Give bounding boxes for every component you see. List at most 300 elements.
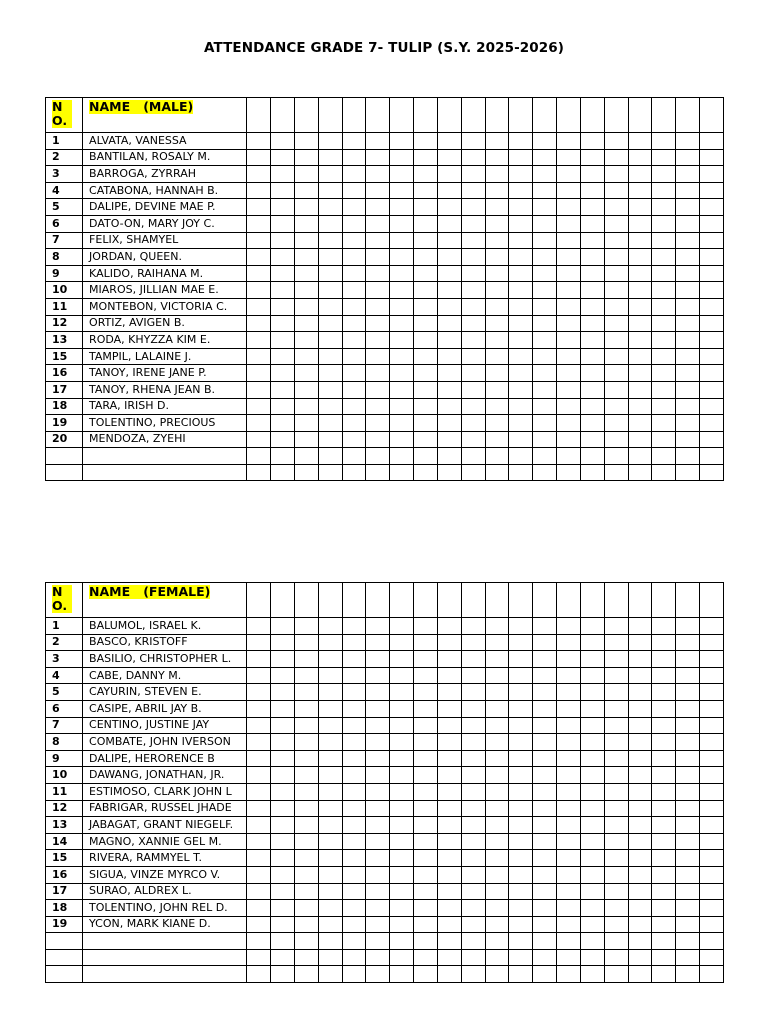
attendance-cell[interactable] <box>557 634 581 651</box>
attendance-cell[interactable] <box>652 199 676 216</box>
attendance-cell[interactable] <box>628 149 652 166</box>
attendance-cell[interactable] <box>509 833 533 850</box>
attendance-cell[interactable] <box>652 398 676 415</box>
attendance-cell[interactable] <box>247 850 271 867</box>
attendance-cell[interactable] <box>271 966 295 983</box>
attendance-cell[interactable] <box>604 800 628 817</box>
attendance-cell[interactable] <box>557 133 581 150</box>
attendance-cell[interactable] <box>461 149 485 166</box>
attendance-cell[interactable] <box>271 298 295 315</box>
attendance-cell[interactable] <box>485 199 509 216</box>
attendance-cell[interactable] <box>652 431 676 448</box>
attendance-cell[interactable] <box>580 348 604 365</box>
attendance-cell[interactable] <box>652 700 676 717</box>
attendance-cell[interactable] <box>580 431 604 448</box>
attendance-cell[interactable] <box>580 750 604 767</box>
attendance-cell[interactable] <box>533 133 557 150</box>
attendance-cell[interactable] <box>390 833 414 850</box>
attendance-cell[interactable] <box>318 398 342 415</box>
attendance-cell[interactable] <box>652 182 676 199</box>
attendance-cell[interactable] <box>247 215 271 232</box>
attendance-cell[interactable] <box>247 448 271 465</box>
attendance-cell[interactable] <box>342 949 366 966</box>
attendance-cell[interactable] <box>485 800 509 817</box>
attendance-cell[interactable] <box>652 249 676 266</box>
attendance-cell[interactable] <box>628 651 652 668</box>
attendance-cell[interactable] <box>485 232 509 249</box>
attendance-cell[interactable] <box>604 767 628 784</box>
attendance-cell[interactable] <box>676 215 700 232</box>
attendance-cell[interactable] <box>318 282 342 299</box>
attendance-cell[interactable] <box>271 282 295 299</box>
attendance-cell[interactable] <box>318 365 342 382</box>
attendance-cell[interactable] <box>557 282 581 299</box>
attendance-cell[interactable] <box>414 866 438 883</box>
attendance-cell[interactable] <box>628 332 652 349</box>
attendance-cell[interactable] <box>628 949 652 966</box>
attendance-cell[interactable] <box>271 717 295 734</box>
attendance-cell[interactable] <box>318 232 342 249</box>
attendance-cell[interactable] <box>485 966 509 983</box>
attendance-cell[interactable] <box>461 398 485 415</box>
attendance-cell[interactable] <box>461 651 485 668</box>
attendance-cell[interactable] <box>509 883 533 900</box>
attendance-cell[interactable] <box>342 232 366 249</box>
attendance-cell[interactable] <box>557 618 581 635</box>
attendance-cell[interactable] <box>509 618 533 635</box>
attendance-cell[interactable] <box>390 282 414 299</box>
attendance-cell[interactable] <box>390 966 414 983</box>
attendance-cell[interactable] <box>580 783 604 800</box>
attendance-cell[interactable] <box>628 966 652 983</box>
attendance-cell[interactable] <box>676 949 700 966</box>
attendance-cell[interactable] <box>342 265 366 282</box>
attendance-cell[interactable] <box>390 933 414 950</box>
attendance-cell[interactable] <box>509 767 533 784</box>
attendance-cell[interactable] <box>628 298 652 315</box>
attendance-cell[interactable] <box>676 332 700 349</box>
attendance-cell[interactable] <box>557 717 581 734</box>
attendance-cell[interactable] <box>414 684 438 701</box>
attendance-cell[interactable] <box>366 966 390 983</box>
attendance-cell[interactable] <box>414 464 438 481</box>
attendance-cell[interactable] <box>390 949 414 966</box>
attendance-cell[interactable] <box>628 783 652 800</box>
attendance-cell[interactable] <box>294 667 318 684</box>
attendance-cell[interactable] <box>700 734 724 751</box>
attendance-cell[interactable] <box>485 717 509 734</box>
attendance-cell[interactable] <box>247 783 271 800</box>
attendance-cell[interactable] <box>414 700 438 717</box>
attendance-cell[interactable] <box>652 933 676 950</box>
attendance-cell[interactable] <box>700 365 724 382</box>
attendance-cell[interactable] <box>437 734 461 751</box>
attendance-cell[interactable] <box>366 282 390 299</box>
attendance-cell[interactable] <box>676 700 700 717</box>
attendance-cell[interactable] <box>414 949 438 966</box>
attendance-cell[interactable] <box>342 315 366 332</box>
attendance-cell[interactable] <box>676 149 700 166</box>
attendance-cell[interactable] <box>604 232 628 249</box>
attendance-cell[interactable] <box>414 298 438 315</box>
attendance-cell[interactable] <box>485 249 509 266</box>
attendance-cell[interactable] <box>533 966 557 983</box>
attendance-cell[interactable] <box>414 332 438 349</box>
attendance-cell[interactable] <box>485 415 509 432</box>
attendance-cell[interactable] <box>700 651 724 668</box>
attendance-cell[interactable] <box>271 817 295 834</box>
attendance-cell[interactable] <box>294 767 318 784</box>
attendance-cell[interactable] <box>437 883 461 900</box>
attendance-cell[interactable] <box>294 282 318 299</box>
attendance-cell[interactable] <box>366 618 390 635</box>
attendance-cell[interactable] <box>318 783 342 800</box>
attendance-cell[interactable] <box>461 734 485 751</box>
attendance-cell[interactable] <box>437 398 461 415</box>
attendance-cell[interactable] <box>366 431 390 448</box>
attendance-cell[interactable] <box>271 700 295 717</box>
attendance-cell[interactable] <box>318 182 342 199</box>
attendance-cell[interactable] <box>271 448 295 465</box>
attendance-cell[interactable] <box>414 833 438 850</box>
attendance-cell[interactable] <box>700 282 724 299</box>
attendance-cell[interactable] <box>294 448 318 465</box>
attendance-cell[interactable] <box>604 850 628 867</box>
attendance-cell[interactable] <box>580 332 604 349</box>
attendance-cell[interactable] <box>390 166 414 183</box>
attendance-cell[interactable] <box>390 783 414 800</box>
attendance-cell[interactable] <box>509 365 533 382</box>
attendance-cell[interactable] <box>700 431 724 448</box>
attendance-cell[interactable] <box>342 634 366 651</box>
attendance-cell[interactable] <box>318 133 342 150</box>
attendance-cell[interactable] <box>557 265 581 282</box>
attendance-cell[interactable] <box>366 900 390 917</box>
attendance-cell[interactable] <box>557 298 581 315</box>
attendance-cell[interactable] <box>366 916 390 933</box>
attendance-cell[interactable] <box>342 298 366 315</box>
attendance-cell[interactable] <box>580 684 604 701</box>
attendance-cell[interactable] <box>271 800 295 817</box>
attendance-cell[interactable] <box>247 966 271 983</box>
attendance-cell[interactable] <box>676 750 700 767</box>
attendance-cell[interactable] <box>271 464 295 481</box>
attendance-cell[interactable] <box>271 149 295 166</box>
attendance-cell[interactable] <box>485 833 509 850</box>
attendance-cell[interactable] <box>366 684 390 701</box>
attendance-cell[interactable] <box>652 667 676 684</box>
attendance-cell[interactable] <box>652 817 676 834</box>
attendance-cell[interactable] <box>390 916 414 933</box>
attendance-cell[interactable] <box>414 398 438 415</box>
attendance-cell[interactable] <box>294 133 318 150</box>
attendance-cell[interactable] <box>247 415 271 432</box>
attendance-cell[interactable] <box>437 634 461 651</box>
attendance-cell[interactable] <box>414 900 438 917</box>
attendance-cell[interactable] <box>604 684 628 701</box>
attendance-cell[interactable] <box>676 133 700 150</box>
attendance-cell[interactable] <box>318 866 342 883</box>
attendance-cell[interactable] <box>366 315 390 332</box>
attendance-cell[interactable] <box>557 783 581 800</box>
attendance-cell[interactable] <box>580 415 604 432</box>
attendance-cell[interactable] <box>509 916 533 933</box>
attendance-cell[interactable] <box>700 182 724 199</box>
attendance-cell[interactable] <box>342 966 366 983</box>
attendance-cell[interactable] <box>580 667 604 684</box>
attendance-cell[interactable] <box>294 833 318 850</box>
attendance-cell[interactable] <box>461 166 485 183</box>
attendance-cell[interactable] <box>676 315 700 332</box>
attendance-cell[interactable] <box>390 232 414 249</box>
attendance-cell[interactable] <box>366 866 390 883</box>
attendance-cell[interactable] <box>342 282 366 299</box>
attendance-cell[interactable] <box>628 182 652 199</box>
attendance-cell[interactable] <box>700 133 724 150</box>
attendance-cell[interactable] <box>271 833 295 850</box>
attendance-cell[interactable] <box>294 700 318 717</box>
attendance-cell[interactable] <box>533 667 557 684</box>
attendance-cell[interactable] <box>461 933 485 950</box>
attendance-cell[interactable] <box>414 767 438 784</box>
attendance-cell[interactable] <box>580 916 604 933</box>
attendance-cell[interactable] <box>390 415 414 432</box>
attendance-cell[interactable] <box>390 717 414 734</box>
attendance-cell[interactable] <box>533 166 557 183</box>
attendance-cell[interactable] <box>247 332 271 349</box>
attendance-cell[interactable] <box>604 298 628 315</box>
attendance-cell[interactable] <box>318 315 342 332</box>
attendance-cell[interactable] <box>271 750 295 767</box>
attendance-cell[interactable] <box>676 166 700 183</box>
attendance-cell[interactable] <box>271 767 295 784</box>
attendance-cell[interactable] <box>604 700 628 717</box>
attendance-cell[interactable] <box>533 381 557 398</box>
attendance-cell[interactable] <box>390 700 414 717</box>
attendance-cell[interactable] <box>461 667 485 684</box>
attendance-cell[interactable] <box>318 215 342 232</box>
attendance-cell[interactable] <box>318 634 342 651</box>
attendance-cell[interactable] <box>318 717 342 734</box>
attendance-cell[interactable] <box>294 348 318 365</box>
attendance-cell[interactable] <box>604 734 628 751</box>
attendance-cell[interactable] <box>390 249 414 266</box>
attendance-cell[interactable] <box>247 464 271 481</box>
attendance-cell[interactable] <box>580 365 604 382</box>
attendance-cell[interactable] <box>247 750 271 767</box>
attendance-cell[interactable] <box>390 464 414 481</box>
attendance-cell[interactable] <box>390 750 414 767</box>
attendance-cell[interactable] <box>652 133 676 150</box>
attendance-cell[interactable] <box>676 381 700 398</box>
attendance-cell[interactable] <box>700 415 724 432</box>
attendance-cell[interactable] <box>652 916 676 933</box>
attendance-cell[interactable] <box>580 448 604 465</box>
attendance-cell[interactable] <box>700 800 724 817</box>
attendance-cell[interactable] <box>366 133 390 150</box>
attendance-cell[interactable] <box>509 415 533 432</box>
attendance-cell[interactable] <box>437 850 461 867</box>
attendance-cell[interactable] <box>461 282 485 299</box>
attendance-cell[interactable] <box>557 750 581 767</box>
attendance-cell[interactable] <box>676 431 700 448</box>
attendance-cell[interactable] <box>652 315 676 332</box>
attendance-cell[interactable] <box>366 651 390 668</box>
attendance-cell[interactable] <box>461 949 485 966</box>
attendance-cell[interactable] <box>390 182 414 199</box>
attendance-cell[interactable] <box>676 900 700 917</box>
attendance-cell[interactable] <box>533 282 557 299</box>
attendance-cell[interactable] <box>676 249 700 266</box>
attendance-cell[interactable] <box>557 232 581 249</box>
attendance-cell[interactable] <box>366 734 390 751</box>
attendance-cell[interactable] <box>580 966 604 983</box>
attendance-cell[interactable] <box>557 332 581 349</box>
attendance-cell[interactable] <box>533 651 557 668</box>
attendance-cell[interactable] <box>533 332 557 349</box>
attendance-cell[interactable] <box>294 651 318 668</box>
attendance-cell[interactable] <box>294 966 318 983</box>
attendance-cell[interactable] <box>271 365 295 382</box>
attendance-cell[interactable] <box>652 833 676 850</box>
attendance-cell[interactable] <box>485 900 509 917</box>
attendance-cell[interactable] <box>485 166 509 183</box>
attendance-cell[interactable] <box>533 365 557 382</box>
attendance-cell[interactable] <box>342 717 366 734</box>
attendance-cell[interactable] <box>509 282 533 299</box>
attendance-cell[interactable] <box>366 767 390 784</box>
attendance-cell[interactable] <box>485 750 509 767</box>
attendance-cell[interactable] <box>604 415 628 432</box>
attendance-cell[interactable] <box>533 618 557 635</box>
attendance-cell[interactable] <box>509 215 533 232</box>
attendance-cell[interactable] <box>342 916 366 933</box>
attendance-cell[interactable] <box>676 365 700 382</box>
attendance-cell[interactable] <box>700 883 724 900</box>
attendance-cell[interactable] <box>414 215 438 232</box>
attendance-cell[interactable] <box>461 232 485 249</box>
attendance-cell[interactable] <box>437 348 461 365</box>
attendance-cell[interactable] <box>247 282 271 299</box>
attendance-cell[interactable] <box>652 415 676 432</box>
attendance-cell[interactable] <box>533 750 557 767</box>
attendance-cell[interactable] <box>437 750 461 767</box>
attendance-cell[interactable] <box>676 883 700 900</box>
attendance-cell[interactable] <box>509 265 533 282</box>
attendance-cell[interactable] <box>652 850 676 867</box>
attendance-cell[interactable] <box>485 448 509 465</box>
attendance-cell[interactable] <box>676 415 700 432</box>
attendance-cell[interactable] <box>604 215 628 232</box>
attendance-cell[interactable] <box>628 900 652 917</box>
attendance-cell[interactable] <box>509 734 533 751</box>
attendance-cell[interactable] <box>271 265 295 282</box>
attendance-cell[interactable] <box>700 332 724 349</box>
attendance-cell[interactable] <box>461 634 485 651</box>
attendance-cell[interactable] <box>509 332 533 349</box>
attendance-cell[interactable] <box>533 767 557 784</box>
attendance-cell[interactable] <box>461 381 485 398</box>
attendance-cell[interactable] <box>628 199 652 216</box>
attendance-cell[interactable] <box>461 966 485 983</box>
attendance-cell[interactable] <box>652 232 676 249</box>
attendance-cell[interactable] <box>700 315 724 332</box>
attendance-cell[interactable] <box>414 315 438 332</box>
attendance-cell[interactable] <box>342 850 366 867</box>
attendance-cell[interactable] <box>628 700 652 717</box>
attendance-cell[interactable] <box>580 265 604 282</box>
attendance-cell[interactable] <box>271 866 295 883</box>
attendance-cell[interactable] <box>390 850 414 867</box>
attendance-cell[interactable] <box>604 933 628 950</box>
attendance-cell[interactable] <box>509 249 533 266</box>
attendance-cell[interactable] <box>557 734 581 751</box>
attendance-cell[interactable] <box>557 767 581 784</box>
attendance-cell[interactable] <box>318 348 342 365</box>
attendance-cell[interactable] <box>557 800 581 817</box>
attendance-cell[interactable] <box>461 133 485 150</box>
attendance-cell[interactable] <box>437 667 461 684</box>
attendance-cell[interactable] <box>604 464 628 481</box>
attendance-cell[interactable] <box>533 249 557 266</box>
attendance-cell[interactable] <box>271 398 295 415</box>
attendance-cell[interactable] <box>390 817 414 834</box>
attendance-cell[interactable] <box>628 850 652 867</box>
attendance-cell[interactable] <box>390 215 414 232</box>
attendance-cell[interactable] <box>437 651 461 668</box>
attendance-cell[interactable] <box>604 249 628 266</box>
attendance-cell[interactable] <box>271 381 295 398</box>
attendance-cell[interactable] <box>461 618 485 635</box>
attendance-cell[interactable] <box>461 332 485 349</box>
attendance-cell[interactable] <box>485 767 509 784</box>
attendance-cell[interactable] <box>557 448 581 465</box>
attendance-cell[interactable] <box>318 916 342 933</box>
attendance-cell[interactable] <box>342 166 366 183</box>
attendance-cell[interactable] <box>652 800 676 817</box>
attendance-cell[interactable] <box>390 298 414 315</box>
attendance-cell[interactable] <box>461 866 485 883</box>
attendance-cell[interactable] <box>509 750 533 767</box>
attendance-cell[interactable] <box>485 315 509 332</box>
attendance-cell[interactable] <box>557 900 581 917</box>
attendance-cell[interactable] <box>342 249 366 266</box>
attendance-cell[interactable] <box>509 667 533 684</box>
attendance-cell[interactable] <box>557 949 581 966</box>
attendance-cell[interactable] <box>580 133 604 150</box>
attendance-cell[interactable] <box>294 199 318 216</box>
attendance-cell[interactable] <box>366 249 390 266</box>
attendance-cell[interactable] <box>414 651 438 668</box>
attendance-cell[interactable] <box>485 866 509 883</box>
attendance-cell[interactable] <box>437 618 461 635</box>
attendance-cell[interactable] <box>580 398 604 415</box>
attendance-cell[interactable] <box>509 700 533 717</box>
attendance-cell[interactable] <box>485 298 509 315</box>
attendance-cell[interactable] <box>247 199 271 216</box>
attendance-cell[interactable] <box>271 232 295 249</box>
attendance-cell[interactable] <box>342 149 366 166</box>
attendance-cell[interactable] <box>557 315 581 332</box>
attendance-cell[interactable] <box>580 717 604 734</box>
attendance-cell[interactable] <box>318 381 342 398</box>
attendance-cell[interactable] <box>247 900 271 917</box>
attendance-cell[interactable] <box>557 365 581 382</box>
attendance-cell[interactable] <box>414 381 438 398</box>
attendance-cell[interactable] <box>700 618 724 635</box>
attendance-cell[interactable] <box>247 949 271 966</box>
attendance-cell[interactable] <box>437 464 461 481</box>
